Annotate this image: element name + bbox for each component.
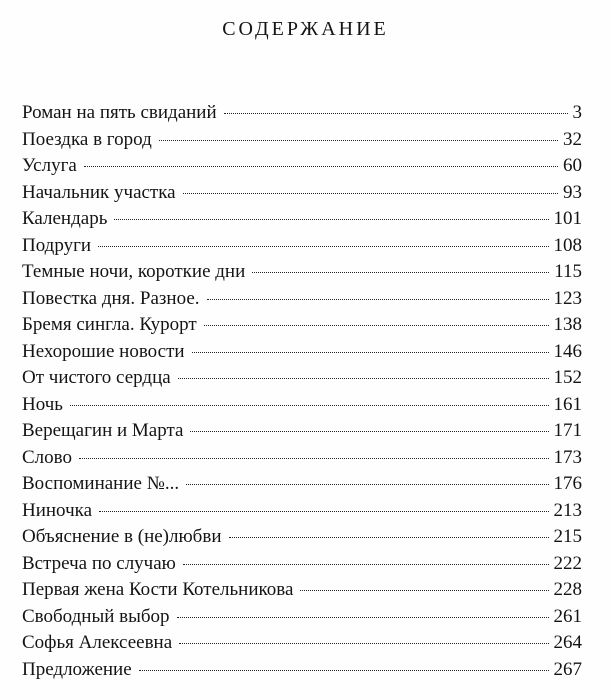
toc-entry <box>22 339 582 366</box>
toc-entry-title: Ночь <box>22 393 63 415</box>
dot-leader <box>159 140 558 141</box>
dot-leader <box>99 511 549 512</box>
toc-entry <box>22 445 582 472</box>
dot-leader <box>186 484 548 485</box>
toc-entry-page-number: 115 <box>554 261 582 282</box>
toc-entry <box>22 127 582 154</box>
toc-entry-page-number: 146 <box>553 340 582 362</box>
toc-entry <box>22 524 582 551</box>
toc-entry-title: Календарь <box>22 208 108 229</box>
toc-entry-title: Первая жена Кости Котельникова <box>22 579 294 600</box>
dot-leader <box>252 272 549 273</box>
toc-entry <box>22 365 582 392</box>
toc-entry <box>22 551 582 578</box>
toc-entry-page-number: 161 <box>553 393 582 415</box>
toc-entry-page-number: 101 <box>553 208 582 229</box>
toc-entry <box>22 498 582 525</box>
toc-entry-page-number: 32 <box>563 128 582 150</box>
toc-entry-page-number: 264 <box>553 632 582 653</box>
toc-entry-title: Верещагин и Марта <box>22 420 184 441</box>
dot-leader <box>177 617 549 618</box>
dot-leader <box>190 431 548 432</box>
toc-entry-page-number: 176 <box>553 473 582 494</box>
toc-entry-page-number: 171 <box>553 420 582 441</box>
toc-entry <box>22 577 582 604</box>
toc-entry-page-number: 3 <box>572 102 582 123</box>
toc-entry-title: Подруги <box>22 234 92 256</box>
toc-entry-title: Слово <box>22 446 72 468</box>
toc-entry-title: Роман на пять свиданий <box>22 102 217 123</box>
toc-entry <box>22 259 582 286</box>
toc-entry-page-number: 60 <box>563 155 582 176</box>
toc-entry <box>22 233 582 260</box>
toc-entry <box>22 392 582 419</box>
toc-entry-page-number: 215 <box>553 526 582 547</box>
toc-entry-page-number: 267 <box>553 658 582 680</box>
dot-leader <box>183 193 558 194</box>
toc-entry-title: Предложение <box>22 658 132 680</box>
toc-entry <box>22 180 582 207</box>
dot-leader <box>179 643 548 644</box>
toc-entry-page-number: 213 <box>553 499 582 521</box>
toc-entry-title: Услуга <box>22 155 77 176</box>
page-title: СОДЕРЖАНИЕ <box>222 18 389 40</box>
toc-entry-page-number: 93 <box>563 181 582 203</box>
toc-entry-title: Начальник участка <box>22 181 176 203</box>
dot-leader <box>114 219 548 220</box>
dot-leader <box>79 458 549 459</box>
toc-entry <box>22 630 582 657</box>
toc-entry-page-number: 152 <box>553 367 582 388</box>
dot-leader <box>224 113 568 114</box>
dot-leader <box>70 405 549 406</box>
toc-entry-page-number: 228 <box>553 579 582 600</box>
toc-entry-title: Свободный выбор <box>22 605 170 627</box>
dot-leader <box>229 537 549 538</box>
dot-leader <box>207 299 549 300</box>
toc-entry-page-number: 108 <box>553 234 582 256</box>
toc-entry-page-number: 138 <box>553 314 582 335</box>
dot-leader <box>139 670 549 671</box>
toc-entry <box>22 153 582 180</box>
toc-entry-title: Поездка в город <box>22 128 152 150</box>
toc-entry-page-number: 173 <box>553 446 582 468</box>
toc-entry-title: Софья Алексеевна <box>22 632 173 653</box>
dot-leader <box>178 378 549 379</box>
toc-entry-title: Темные ночи, короткие дни <box>22 261 246 282</box>
toc-entry <box>22 206 582 233</box>
dot-leader <box>204 325 549 326</box>
dot-leader <box>192 352 549 353</box>
toc-entry <box>22 312 582 339</box>
toc-entry <box>22 657 582 684</box>
toc-entry-title: Бремя сингла. Курорт <box>22 314 197 335</box>
toc-entry-title: Воспоминание №... <box>22 473 180 494</box>
toc-entry-title: Объяснение в (не)любви <box>22 526 222 547</box>
toc-entry-page-number: 261 <box>553 605 582 627</box>
toc-entry-title: От чистого сердца <box>22 367 171 388</box>
dot-leader <box>183 564 549 565</box>
toc-entry-title: Нехорошие новости <box>22 340 185 362</box>
dot-leader <box>84 166 558 167</box>
toc-entry-page-number: 222 <box>553 552 582 574</box>
toc-entry-title: Повестка дня. Разное. <box>22 287 200 309</box>
toc-entry <box>22 604 582 631</box>
toc-entry <box>22 471 582 498</box>
toc-entry <box>22 418 582 445</box>
toc-entry-title: Встреча по случаю <box>22 552 176 574</box>
toc-entry-page-number: 123 <box>553 287 582 309</box>
dot-leader <box>98 246 548 247</box>
toc-entry-title: Ниночка <box>22 499 92 521</box>
dot-leader <box>300 590 548 591</box>
toc-entry <box>22 100 582 127</box>
table-of-contents <box>22 100 582 683</box>
toc-entry <box>22 286 582 313</box>
